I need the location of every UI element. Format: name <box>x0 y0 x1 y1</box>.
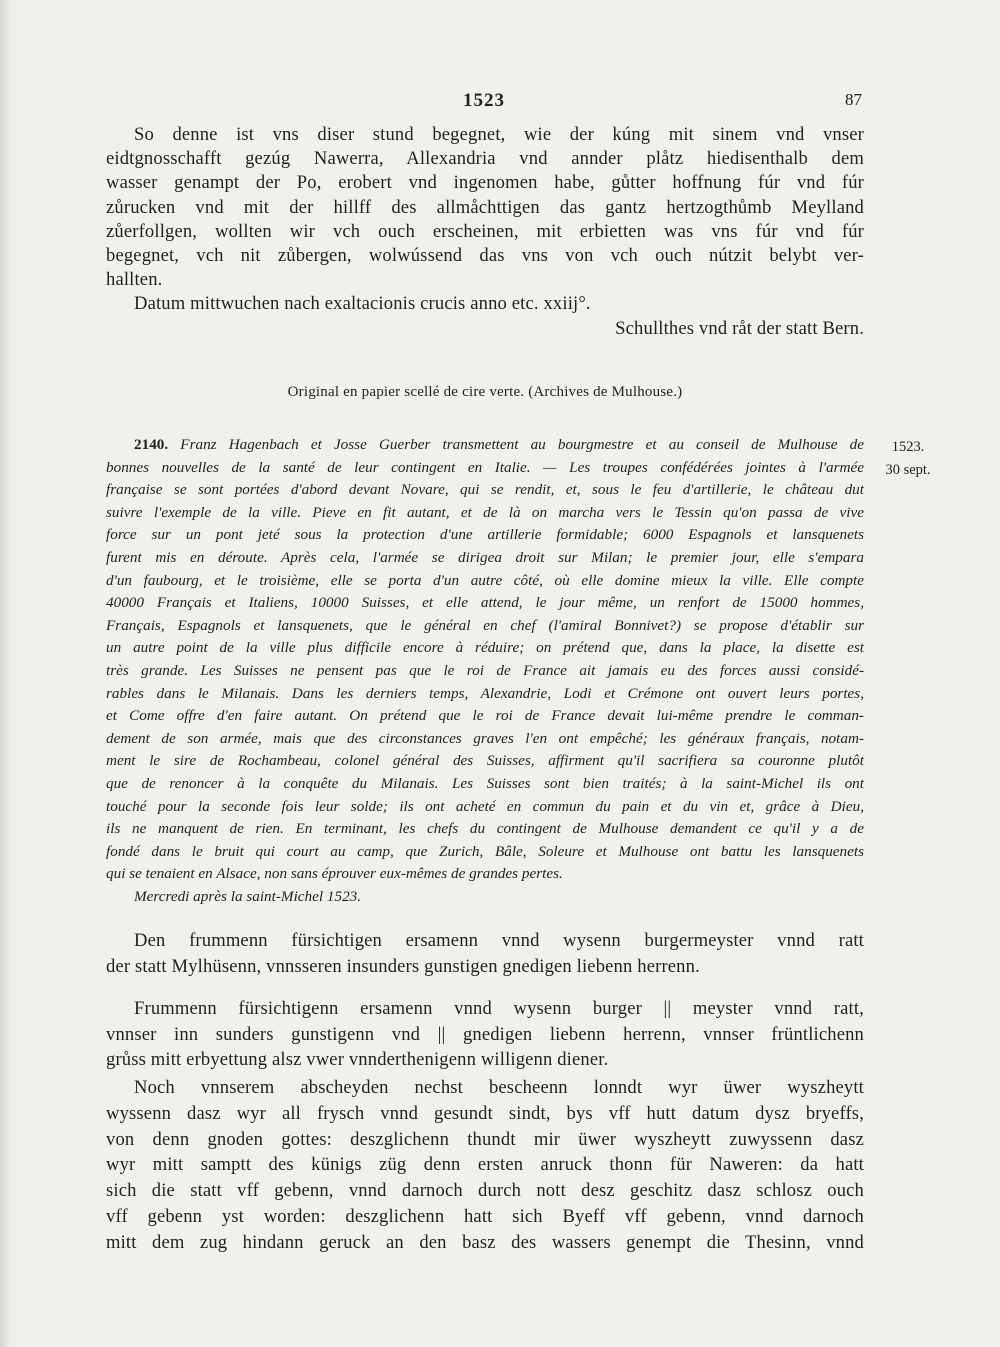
regest-line: d'un faubourg, et le troisième, elle se porta d'un autre côté, où elle domine mieux la ville. Elle compte <box>106 571 864 589</box>
margin-date-note <box>876 436 940 481</box>
regest-line: touché pour la seconde fois leur solde; ils ont acheté en commun du pain et du vin et, grâce à Dieu, <box>106 797 864 815</box>
address-line: der statt Mylhüsenn, vnnsseren insunders gunstigen gnedigen liebenn herrenn. <box>106 955 700 977</box>
text-line: hallten. <box>106 269 163 291</box>
page-header <box>106 90 862 116</box>
margin-day: 30 sept. <box>885 461 931 478</box>
regest-line: ils ne manquent de rien. En terminant, les chefs du contingent de Mulhouse demandent ce qu'il y a de <box>106 820 864 838</box>
regest-line: un autre point de la ville plus difficile encore à réduire; on prétend que, dans la place, la disette est <box>106 639 864 657</box>
letter-salutation <box>106 996 864 1073</box>
source-note-text: Original en papier scellé de cire verte. (Archives de Mulhouse.) <box>287 384 683 400</box>
regest-line: force sur un pont jeté sous la protection d'une artillerie formidable; 6000 Espagnols et lansquenets <box>106 526 864 544</box>
salutation-line: Frummenn fürsichtigenn ersamenn vnnd wysenn burger || meyster vnnd ratt, <box>134 998 864 1019</box>
regest-line: furent mis en déroute. Après cela, l'armée se dirigea droit sur Milan; le premier jour, elle s'empara <box>106 548 864 566</box>
running-head-year: 1523 <box>463 90 505 111</box>
body-line: vff gebenn yst worden: deszglichenn hatt sich Byeff vff gebenn, vnnd darnoch <box>106 1205 864 1227</box>
regest-line: bonnes nouvelles de la santé de leur contingent en Italie. — Les troupes confédérées jointes à l'armée <box>106 458 864 476</box>
address-line: Den frummenn fürsichtigen ersamenn vnnd wysenn burgermeyster vnnd ratt <box>134 930 864 951</box>
regest-line: rables dans le Milanais. Dans les derniers temps, Alexandrie, Lodi et Crémone ont ouvert leurs portes, <box>106 684 864 702</box>
regest-line <box>106 434 864 457</box>
regest-line: française se sont portées d'abord devant Novare, qui se rendit, et, sous le feu d'artillerie, le château dut <box>106 481 864 499</box>
text-line: zůerfollgen, wollten wir vch ouch erscheinen, mit erbietten was vns fúr vnd fúr <box>106 220 864 242</box>
body-line: wyr mitt samptt des künigs züg denn ersten anruck thonn für Naweren: da hatt <box>106 1154 864 1176</box>
regest-line: que de renoncer à la conquête du Milanais. Les Suisses sont bien traités; à la saint-Michel ils ont <box>106 774 864 792</box>
page-gutter-shadow <box>0 0 12 1347</box>
letter-date-line: Datum mittwuchen nach exaltacionis crucis anno etc. xxiij°. <box>134 293 591 315</box>
body-line: mitt dem zug hindann geruck an den basz des wassers genempt die Thesinn, vnnd <box>106 1231 864 1253</box>
text-line: wasser genampt der Po, erobert vnd ingenomen habe, gůtter hoffnung fúr vnd fúr <box>106 172 864 194</box>
regest-line: 40000 Français et Italiens, 10000 Suisses, et elle attend, le jour même, un renfort de 15000 hommes, <box>106 594 864 612</box>
regest-line: qui se tenaient en Alsace, non sans éprouver eux-mêmes de grandes pertes. <box>106 865 563 883</box>
regest-line: dement de son armée, mais que des circonstances graves l'en ont empêché; les généraux français, notam- <box>106 729 864 747</box>
text-line: zůrucken vnd mit der hillff des allmåchttigen das gantz hertzogthůmb Meylland <box>106 196 864 218</box>
letter-bern-text <box>106 123 864 341</box>
document-number: 2140. <box>134 436 169 453</box>
letter-body <box>106 1075 864 1256</box>
body-line: von denn gnoden gottes: deszglichenn thundt mir üwer wyszheytt zuwyssenn dasz <box>106 1128 864 1150</box>
regest-first-line: Franz Hagenbach et Josse Guerber transmettent au bourgmestre et au conseil de Mulhouse de <box>180 436 864 453</box>
regest-line: ment le sire de Rochambeau, colonel général des Suisses, affirment qu'il sacrifiera sa couronne plutôt <box>106 752 864 770</box>
body-line: Noch vnnserem abscheyden nechst bescheenn lonndt wyr üwer wyszheytt <box>134 1077 864 1098</box>
text-line: eidtgnosschafft gezúg Nawerra, Allexandria vnd annder plåtz hiedisenthalb dem <box>106 148 864 170</box>
body-line: sich die statt vff gebenn, vnnd darnoch durch nott desz geschitz dasz schlosz ouch <box>106 1180 864 1202</box>
regest-line: très grande. Les Suisses ne pensent pas que le roi de France ait jamais eu des forces aussi considé- <box>106 661 864 679</box>
regest-line: fondé dans le bruit qui court au camp, que Zurich, Bâle, Soleure et Mulhouse ont battu les lansquenets <box>106 842 864 860</box>
text-line: So denne ist vns diser stund begegnet, wie der kúng mit sinem vnd vnser <box>134 124 864 145</box>
letter-address <box>106 928 864 979</box>
margin-year: 1523. <box>891 439 925 455</box>
regest-line: et Come offre d'en faire autant. On prétend que le roi de France devait lui-même prendre le comman- <box>106 707 864 725</box>
salutation-line: vnnser inn sunders gunstigenn vnd || gnedigen liebenn herrenn, vnnser früntlichenn <box>106 1023 864 1045</box>
salutation-line: grůss mitt erbyettung alsz vwer vnnderthenigenn willigenn diener. <box>106 1049 609 1071</box>
text-line: begegnet, vch nit zůbergen, wolwússend das vns von vch ouch nútzit belybt ver- <box>106 245 864 267</box>
source-note <box>106 382 864 402</box>
regest-line: suivre l'exemple de la ville. Pieve en fit autant, et de là on marcha vers le Tessin qu'on passa de vive <box>106 503 864 521</box>
body-line: wyssenn dasz wyr all frysch vnnd gesundt sindt, bys vff hutt datum dysz bryeffs, <box>106 1102 864 1124</box>
regest-date-line: Mercredi après la saint-Michel 1523. <box>134 887 362 905</box>
letter-signature: Schullthes vnd råt der statt Bern. <box>615 317 864 339</box>
regest-2140 <box>106 434 864 908</box>
regest-line: Français, Espagnols et lansquenets, que le général en chef (l'amiral Bonnivet?) se propose d'établir sur <box>106 616 864 634</box>
page-number: 87 <box>845 90 862 109</box>
